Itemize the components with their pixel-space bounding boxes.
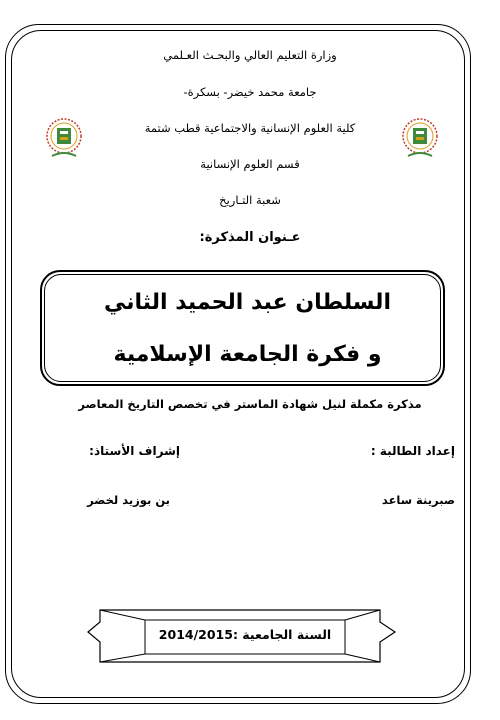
supervisor-label: إشراف الأستاذ: — [89, 444, 180, 458]
student-name: صبرينة ساعد — [381, 493, 455, 507]
branch-name: شعبة التـاريخ — [219, 193, 281, 207]
supervisor-name: بن بوزيد لخضر — [87, 493, 170, 507]
university-emblem-icon-right — [400, 116, 440, 160]
university-name: جامعة محمد خيضر- بسكرة- — [183, 85, 317, 99]
thesis-subtitle: مذكرة مكملة لنيل شهادة الماستر في تخصص التاريخ المعاصر — [78, 397, 422, 411]
ministry-name: وزارة التعليم العالي والبحـث العـلمي — [163, 48, 337, 62]
faculty-name: كلية العلوم الإنسانية والاجتماعية قطب شتمة — [144, 121, 356, 135]
thesis-title-line-2: و فكرة الجامعة الإسلامية — [113, 342, 382, 367]
thesis-title-line-1: السلطان عبد الحميد الثاني — [104, 290, 391, 315]
thesis-title-label: عـنوان المذكرة: — [199, 230, 301, 245]
academic-year: السنة الجامعية :2014/2015 — [158, 627, 332, 642]
department-name: قسم العلوم الإنسانية — [200, 157, 300, 171]
university-emblem-icon-left — [44, 116, 84, 160]
student-label: إعداد الطالبة : — [370, 444, 455, 458]
